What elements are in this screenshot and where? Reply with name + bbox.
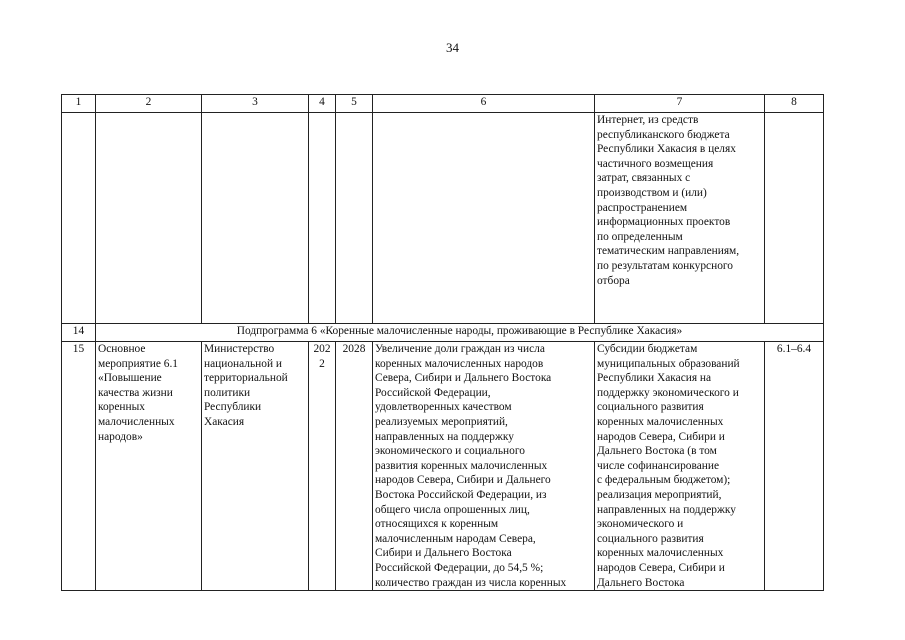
cell-start-year: 2022 (309, 342, 336, 591)
subprogram-title: Подпрограмма 6 «Коренные малочисленные народы, проживающие в Республике Хакасия» (96, 324, 824, 342)
text-line: Сибири и Дальнего Востока (375, 547, 512, 560)
text-line: Дальнего Востока (597, 576, 685, 589)
text-line: Российской Федерации, (375, 386, 491, 399)
text-line: экономического и (597, 518, 684, 531)
cell-responsible-executor (202, 342, 309, 591)
text-line: поддержку экономического и (597, 386, 739, 399)
text-line: качества жизни (98, 386, 173, 399)
text-line: затрат, связанных с (597, 172, 691, 185)
text-line: коренных малочисленных (597, 547, 724, 560)
text-line: Интернет, из средств (597, 114, 699, 126)
table-row-continuation (62, 113, 824, 324)
text-line: относящихся к коренным (375, 518, 499, 531)
text-line: удовлетворенных качеством (375, 401, 512, 414)
header-col-4: 4 (309, 95, 336, 113)
text-line: народов» (98, 430, 143, 443)
text-line: числе софинансирование (597, 459, 720, 472)
text-line: реализуемых мероприятий, (375, 415, 508, 428)
cell-end-year: 2028 (336, 342, 373, 591)
text-line: коренных малочисленных народов (375, 357, 544, 370)
text-line: экономического и социального (375, 445, 525, 458)
cell-empty (336, 113, 373, 324)
text-line: по результатам конкурсного (597, 259, 733, 272)
text-line: общего числа опрошенных лиц, (375, 503, 530, 516)
text-line: Увеличение доли граждан из числа (375, 343, 545, 355)
text-line: информационных проектов (597, 216, 731, 229)
text-line: по определенным (597, 230, 683, 243)
program-table (61, 94, 824, 591)
text-line: народов Севера, Сибири и Дальнего (375, 474, 551, 487)
text-line: количество граждан из числа коренных (375, 576, 567, 589)
text-line: муниципальных образований (597, 357, 740, 370)
header-col-6: 6 (373, 95, 595, 113)
cell-empty (96, 113, 202, 324)
text-line: Субсидии бюджетам (597, 343, 698, 355)
row-number: 14 (62, 324, 96, 342)
text-line: национальной и (204, 357, 282, 370)
text-line: политики (204, 386, 251, 399)
text-line: мероприятие 6.1 (98, 357, 178, 370)
text-line: направленных на поддержку (597, 503, 736, 516)
text-line: малочисленных (98, 415, 175, 428)
text-line: Основное (98, 343, 146, 355)
header-col-7: 7 (595, 95, 765, 113)
text-line: Республики Хакасия в целях (597, 143, 736, 156)
text-line: «Повышение (98, 372, 162, 385)
cell-indicator-refs: 6.1–6.4 (765, 342, 824, 591)
text-line: реализация мероприятий, (597, 488, 722, 501)
text-line: территориальной (204, 372, 288, 385)
header-col-1: 1 (62, 95, 96, 113)
text-line: Российской Федерации, до 54,5 %; (375, 561, 544, 574)
text-line: направленных на поддержку (375, 430, 514, 443)
text-line: социального развития (597, 401, 704, 414)
text-line: производством и (или) (597, 186, 707, 199)
text-line: отбора (597, 274, 630, 287)
page-number: 34 (446, 40, 459, 55)
text-line: народов Севера, Сибири и (597, 430, 725, 443)
text-line: Севера, Сибири и Дальнего Востока (375, 372, 552, 385)
cell-empty (202, 113, 309, 324)
text-line: Министерство (204, 343, 275, 355)
header-col-5: 5 (336, 95, 373, 113)
cell-funding-continuation (595, 113, 765, 324)
cell-empty (373, 113, 595, 324)
text-line: республиканского бюджета (597, 128, 730, 141)
cell-expected-result (373, 342, 595, 591)
text-line: социального развития (597, 532, 704, 545)
table-row-subprogram (62, 324, 824, 342)
text-line: Республики (204, 401, 262, 414)
text-line: малочисленным народам Севера, (375, 532, 536, 545)
cell-empty (765, 113, 824, 324)
header-col-2: 2 (96, 95, 202, 113)
cell-funding-description (595, 342, 765, 591)
text-line: Востока Российской Федерации, из (375, 488, 547, 501)
text-line: народов Севера, Сибири и (597, 561, 725, 574)
text-line: коренных (98, 401, 145, 414)
cell-empty (62, 113, 96, 324)
cell-activity-name (96, 342, 202, 591)
text-line: с федеральным бюджетом); (597, 474, 731, 487)
text-line: развития коренных малочисленных (375, 459, 548, 472)
text-line: коренных малочисленных (597, 415, 724, 428)
text-line: тематическим направлениям, (597, 245, 740, 258)
text-line: Республики Хакасия на (597, 372, 712, 385)
header-col-8: 8 (765, 95, 824, 113)
header-col-3: 3 (202, 95, 309, 113)
text-line: Дальнего Востока (в том (597, 445, 717, 458)
text-line: Хакасия (204, 415, 245, 428)
text-line: распространением (597, 201, 688, 214)
row-number: 15 (62, 342, 96, 591)
text-line: частичного возмещения (597, 157, 714, 170)
cell-empty (309, 113, 336, 324)
table-row-15 (62, 342, 824, 591)
table-header-row (62, 95, 824, 113)
